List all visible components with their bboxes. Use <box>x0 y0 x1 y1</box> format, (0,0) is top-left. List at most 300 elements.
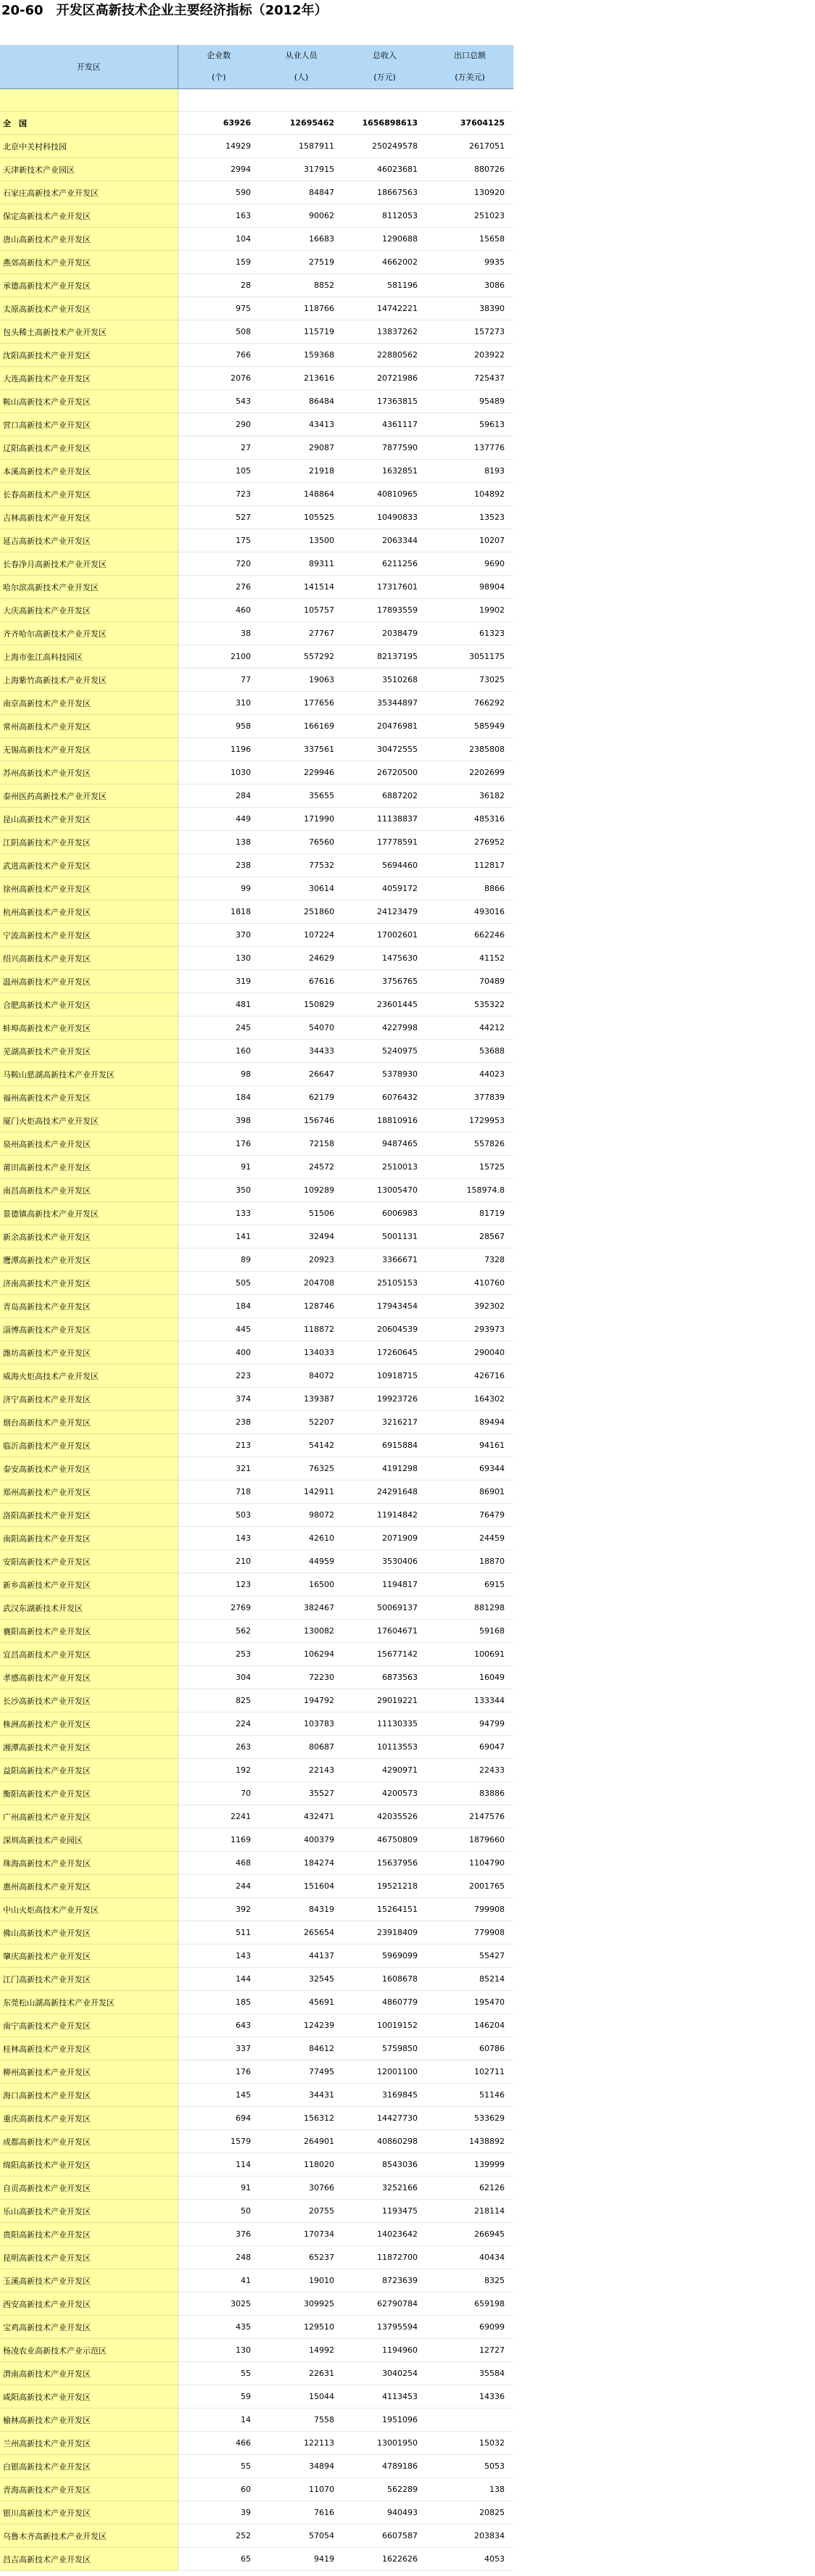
employees-cell: 27767 <box>260 622 343 645</box>
income-cell: 3756765 <box>343 970 426 993</box>
table-row <box>0 1782 513 1805</box>
income-cell: 8543036 <box>343 2153 426 2177</box>
income-cell: 4113453 <box>343 2385 426 2409</box>
zone-name-cell: 南阳高新技术产业开发区 <box>0 1527 178 1550</box>
employees-cell: 67616 <box>260 970 343 993</box>
income-cell: 940493 <box>343 2501 426 2525</box>
enterprises-cell: 223 <box>178 1364 260 1388</box>
export-cell: 51146 <box>426 2084 513 2107</box>
export-cell: 69344 <box>426 1457 513 1480</box>
export-cell: 62126 <box>426 2177 513 2200</box>
export-cell: 880726 <box>426 158 513 181</box>
header-employees-unit: (人) <box>260 67 343 89</box>
income-cell: 19923726 <box>343 1388 426 1411</box>
zone-name-cell: 青海高新技术产业开发区 <box>0 2478 178 2501</box>
export-cell: 2001765 <box>426 1875 513 1898</box>
table-row <box>0 2177 513 2200</box>
export-cell: 94161 <box>426 1434 513 1457</box>
enterprises-cell: 77 <box>178 668 260 692</box>
zone-name-cell: 兰州高新技术产业开发区 <box>0 2432 178 2455</box>
income-cell: 14742221 <box>343 297 426 320</box>
export-cell: 426716 <box>426 1364 513 1388</box>
export-cell: 2147576 <box>426 1805 513 1829</box>
income-cell: 17363815 <box>343 390 426 413</box>
export-cell: 4053 <box>426 2548 513 2571</box>
employees-cell: 86484 <box>260 390 343 413</box>
table-row <box>0 228 513 251</box>
employees-cell: 194792 <box>260 1689 343 1712</box>
zone-name-cell: 福州高新技术产业开发区 <box>0 1086 178 1109</box>
spacer-row <box>0 89 513 112</box>
employees-cell: 115719 <box>260 320 343 344</box>
enterprises-cell: 449 <box>178 808 260 831</box>
income-cell: 1656898613 <box>343 112 426 135</box>
enterprises-cell: 185 <box>178 1991 260 2014</box>
employees-cell: 177656 <box>260 692 343 715</box>
zone-name-cell: 株洲高新技术产业开发区 <box>0 1712 178 1736</box>
table-row <box>0 2223 513 2246</box>
zone-name-cell: 无锡高新技术产业开发区 <box>0 738 178 761</box>
income-cell: 20476981 <box>343 715 426 738</box>
export-cell: 130920 <box>426 181 513 204</box>
zone-name-cell: 芜湖高新技术产业开发区 <box>0 1040 178 1063</box>
export-cell: 1438892 <box>426 2130 513 2153</box>
employees-cell: 34894 <box>260 2455 343 2478</box>
income-cell: 1622626 <box>343 2548 426 2571</box>
header-employees: 从业人员 <box>260 45 343 67</box>
employees-cell: 156312 <box>260 2107 343 2130</box>
employees-cell: 382467 <box>260 1596 343 1620</box>
enterprises-cell: 505 <box>178 1272 260 1295</box>
table-row <box>0 552 513 576</box>
table-row <box>0 715 513 738</box>
income-cell: 20604539 <box>343 1318 426 1341</box>
zone-name-cell: 白银高新技术产业开发区 <box>0 2455 178 2478</box>
table-row <box>0 668 513 692</box>
income-cell: 40860298 <box>343 2130 426 2153</box>
table-row <box>0 1179 513 1202</box>
zone-name-cell: 宜昌高新技术产业开发区 <box>0 1643 178 1666</box>
employees-cell: 34431 <box>260 2084 343 2107</box>
table-row <box>0 761 513 784</box>
income-cell: 25105153 <box>343 1272 426 1295</box>
income-cell: 11130335 <box>343 1712 426 1736</box>
income-cell: 3530406 <box>343 1550 426 1573</box>
zone-name-cell: 江门高新技术产业开发区 <box>0 1968 178 1991</box>
income-cell: 1193475 <box>343 2200 426 2223</box>
enterprises-cell: 99 <box>178 877 260 900</box>
table-row <box>0 460 513 483</box>
table-row <box>0 2316 513 2339</box>
table-row <box>0 2362 513 2385</box>
zone-name-cell: 齐齐哈尔高新技术产业开发区 <box>0 622 178 645</box>
employees-cell: 34433 <box>260 1040 343 1063</box>
table-row <box>0 2200 513 2223</box>
zone-name-cell: 玉溪高新技术产业开发区 <box>0 2269 178 2293</box>
employees-cell: 15044 <box>260 2385 343 2409</box>
employees-cell: 27519 <box>260 251 343 274</box>
zone-name-cell: 本溪高新技术产业开发区 <box>0 460 178 483</box>
zone-name-cell: 大连高新技术产业开发区 <box>0 367 178 390</box>
table-row <box>0 2061 513 2084</box>
enterprises-cell: 718 <box>178 1480 260 1504</box>
employees-cell: 77495 <box>260 2061 343 2084</box>
enterprises-cell: 376 <box>178 2223 260 2246</box>
export-cell: 1729953 <box>426 1109 513 1132</box>
employees-cell: 20923 <box>260 1248 343 1272</box>
header-enterprises: 企业数 <box>178 45 260 67</box>
employees-cell: 264901 <box>260 2130 343 2153</box>
employees-cell: 229946 <box>260 761 343 784</box>
enterprises-cell: 468 <box>178 1852 260 1875</box>
employees-cell: 432471 <box>260 1805 343 1829</box>
enterprises-cell: 245 <box>178 1016 260 1040</box>
employees-cell: 22143 <box>260 1759 343 1782</box>
enterprises-cell: 163 <box>178 204 260 228</box>
zone-name-cell: 孝感高新技术产业开发区 <box>0 1666 178 1689</box>
zone-name-cell: 昆山高新技术产业开发区 <box>0 808 178 831</box>
export-cell: 157273 <box>426 320 513 344</box>
table-row <box>0 1945 513 1968</box>
table-row <box>0 1086 513 1109</box>
income-cell: 10113553 <box>343 1736 426 1759</box>
table-row <box>0 274 513 297</box>
enterprises-cell: 445 <box>178 1318 260 1341</box>
enterprises-cell: 825 <box>178 1689 260 1712</box>
export-cell: 85214 <box>426 1968 513 1991</box>
enterprises-cell: 14929 <box>178 135 260 158</box>
enterprises-cell: 38 <box>178 622 260 645</box>
table-row <box>0 1875 513 1898</box>
export-cell: 95489 <box>426 390 513 413</box>
export-cell: 535322 <box>426 993 513 1016</box>
export-cell: 5053 <box>426 2455 513 2478</box>
employees-cell: 106294 <box>260 1643 343 1666</box>
export-cell: 203834 <box>426 2525 513 2548</box>
zone-name-cell: 鹰潭高新技术产业开发区 <box>0 1248 178 1272</box>
table-row <box>0 947 513 970</box>
export-cell: 98904 <box>426 576 513 599</box>
employees-cell: 11070 <box>260 2478 343 2501</box>
income-cell: 1608678 <box>343 1968 426 1991</box>
employees-cell: 24629 <box>260 947 343 970</box>
table-row <box>0 831 513 854</box>
table-row <box>0 1689 513 1712</box>
table-row <box>0 1968 513 1991</box>
export-cell: 28567 <box>426 1225 513 1248</box>
employees-cell: 84847 <box>260 181 343 204</box>
employees-cell: 251860 <box>260 900 343 924</box>
export-cell: 13523 <box>426 506 513 529</box>
enterprises-cell: 253 <box>178 1643 260 1666</box>
zone-name-cell: 柳州高新技术产业开发区 <box>0 2061 178 2084</box>
employees-cell: 20755 <box>260 2200 343 2223</box>
table-row <box>0 2548 513 2571</box>
economic-indicators-table <box>0 45 513 2571</box>
employees-cell: 128746 <box>260 1295 343 1318</box>
enterprises-cell: 91 <box>178 1156 260 1179</box>
spacer-cell <box>0 89 178 112</box>
table-row <box>0 900 513 924</box>
income-cell: 3252166 <box>343 2177 426 2200</box>
employees-cell: 309925 <box>260 2293 343 2316</box>
header-zone: 开发区 <box>0 45 178 89</box>
enterprises-cell: 284 <box>178 784 260 808</box>
employees-cell: 32494 <box>260 1225 343 1248</box>
export-cell: 662246 <box>426 924 513 947</box>
enterprises-cell: 192 <box>178 1759 260 1782</box>
enterprises-cell: 210 <box>178 1550 260 1573</box>
income-cell: 2510013 <box>343 1156 426 1179</box>
table-row <box>0 1248 513 1272</box>
header-income: 总收入 <box>343 45 426 67</box>
zone-name-cell: 南昌高新技术产业开发区 <box>0 1179 178 1202</box>
employees-cell: 42610 <box>260 1527 343 1550</box>
enterprises-cell: 123 <box>178 1573 260 1596</box>
table-row <box>0 784 513 808</box>
table-row <box>0 344 513 367</box>
table-row <box>0 2478 513 2501</box>
table-row <box>0 854 513 877</box>
enterprises-cell: 143 <box>178 1945 260 1968</box>
enterprises-cell: 176 <box>178 1132 260 1156</box>
income-cell: 46750809 <box>343 1829 426 1852</box>
income-cell: 8112053 <box>343 204 426 228</box>
enterprises-cell: 435 <box>178 2316 260 2339</box>
income-cell: 15264151 <box>343 1898 426 1921</box>
income-cell: 15637956 <box>343 1852 426 1875</box>
zone-name-cell: 泉州高新技术产业开发区 <box>0 1132 178 1156</box>
zone-name-cell: 泰安高新技术产业开发区 <box>0 1457 178 1480</box>
zone-name-cell: 石家庄高新技术产业开发区 <box>0 181 178 204</box>
enterprises-cell: 975 <box>178 297 260 320</box>
income-cell: 2038479 <box>343 622 426 645</box>
table-row <box>0 1411 513 1434</box>
zone-name-cell: 保定高新技术产业开发区 <box>0 204 178 228</box>
table-row <box>0 1388 513 1411</box>
zone-name-cell: 延吉高新技术产业开发区 <box>0 529 178 552</box>
export-cell: 251023 <box>426 204 513 228</box>
income-cell: 250249578 <box>343 135 426 158</box>
table-row <box>0 1295 513 1318</box>
enterprises-cell: 370 <box>178 924 260 947</box>
employees-cell: 35527 <box>260 1782 343 1805</box>
income-cell: 40810965 <box>343 483 426 506</box>
export-cell: 36182 <box>426 784 513 808</box>
zone-name-cell: 青岛高新技术产业开发区 <box>0 1295 178 1318</box>
enterprises-cell: 543 <box>178 390 260 413</box>
income-cell: 5001131 <box>343 1225 426 1248</box>
income-cell: 19521218 <box>343 1875 426 1898</box>
income-cell: 23601445 <box>343 993 426 1016</box>
employees-cell: 103783 <box>260 1712 343 1736</box>
enterprises-cell: 466 <box>178 2432 260 2455</box>
income-cell: 30472555 <box>343 738 426 761</box>
enterprises-cell: 400 <box>178 1341 260 1364</box>
table-row <box>0 2014 513 2037</box>
employees-cell: 84612 <box>260 2037 343 2061</box>
employees-cell: 76325 <box>260 1457 343 1480</box>
zone-name-cell: 吉林高新技术产业开发区 <box>0 506 178 529</box>
table-row <box>0 1736 513 1759</box>
employees-cell: 52207 <box>260 1411 343 1434</box>
employees-cell: 141514 <box>260 576 343 599</box>
employees-cell: 159368 <box>260 344 343 367</box>
table-row <box>0 1666 513 1689</box>
zone-name-cell: 肇庆高新技术产业开发区 <box>0 1945 178 1968</box>
employees-cell: 8852 <box>260 274 343 297</box>
employees-cell: 139387 <box>260 1388 343 1411</box>
enterprises-cell: 175 <box>178 529 260 552</box>
table-header <box>0 45 513 89</box>
employees-cell: 80687 <box>260 1736 343 1759</box>
enterprises-cell: 89 <box>178 1248 260 1272</box>
income-cell: 6006983 <box>343 1202 426 1225</box>
zone-name-cell: 鞍山高新技术产业开发区 <box>0 390 178 413</box>
zone-name-cell: 太原高新技术产业开发区 <box>0 297 178 320</box>
enterprises-cell: 321 <box>178 1457 260 1480</box>
employees-cell: 171990 <box>260 808 343 831</box>
employees-cell: 54070 <box>260 1016 343 1040</box>
table-row <box>0 970 513 993</box>
enterprises-cell: 14 <box>178 2409 260 2432</box>
table-row <box>0 2385 513 2409</box>
export-cell: 8325 <box>426 2269 513 2293</box>
income-cell: 17317601 <box>343 576 426 599</box>
enterprises-cell: 392 <box>178 1898 260 1921</box>
employees-cell: 21918 <box>260 460 343 483</box>
export-cell: 493016 <box>426 900 513 924</box>
enterprises-cell: 98 <box>178 1063 260 1086</box>
employees-cell: 30614 <box>260 877 343 900</box>
table-row <box>0 1550 513 1573</box>
export-cell: 104892 <box>426 483 513 506</box>
zone-name-cell: 辽阳高新技术产业开发区 <box>0 436 178 460</box>
export-cell: 44023 <box>426 1063 513 1086</box>
zone-name-cell: 西安高新技术产业开发区 <box>0 2293 178 2316</box>
zone-name-cell: 榆林高新技术产业开发区 <box>0 2409 178 2432</box>
employees-cell: 14992 <box>260 2339 343 2362</box>
export-cell: 164302 <box>426 1388 513 1411</box>
zone-name-cell: 海口高新技术产业开发区 <box>0 2084 178 2107</box>
table-row <box>0 320 513 344</box>
enterprises-cell: 337 <box>178 2037 260 2061</box>
table-row <box>0 135 513 158</box>
table-row <box>0 1202 513 1225</box>
table-row <box>0 1341 513 1364</box>
table-row <box>0 1040 513 1063</box>
income-cell: 4789186 <box>343 2455 426 2478</box>
table-row <box>0 1225 513 1248</box>
enterprises-cell: 145 <box>178 2084 260 2107</box>
income-cell: 50069137 <box>343 1596 426 1620</box>
enterprises-cell: 213 <box>178 1434 260 1457</box>
income-cell: 1951096 <box>343 2409 426 2432</box>
zone-name-cell: 桂林高新技术产业开发区 <box>0 2037 178 2061</box>
table-row <box>0 1829 513 1852</box>
table-row <box>0 2246 513 2269</box>
table-row <box>0 297 513 320</box>
export-cell: 102711 <box>426 2061 513 2084</box>
spacer-cell <box>178 89 260 112</box>
employees-cell: 84319 <box>260 1898 343 1921</box>
export-cell: 15032 <box>426 2432 513 2455</box>
export-cell: 24459 <box>426 1527 513 1550</box>
enterprises-cell: 114 <box>178 2153 260 2177</box>
enterprises-cell: 460 <box>178 599 260 622</box>
income-cell: 5759850 <box>343 2037 426 2061</box>
table-row <box>0 2455 513 2478</box>
income-cell: 12001100 <box>343 2061 426 2084</box>
zone-name-cell: 全 国 <box>0 112 178 135</box>
table-row <box>0 2153 513 2177</box>
employees-cell: 166169 <box>260 715 343 738</box>
enterprises-cell: 766 <box>178 344 260 367</box>
export-cell: 15725 <box>426 1156 513 1179</box>
employees-cell: 44137 <box>260 1945 343 1968</box>
employees-cell: 24572 <box>260 1156 343 1179</box>
employees-cell: 7616 <box>260 2501 343 2525</box>
employees-cell: 118872 <box>260 1318 343 1341</box>
income-cell: 35344897 <box>343 692 426 715</box>
export-cell: 146204 <box>426 2014 513 2037</box>
export-cell: 86901 <box>426 1480 513 1504</box>
enterprises-cell: 290 <box>178 413 260 436</box>
income-cell: 13005470 <box>343 1179 426 1202</box>
income-cell: 20721986 <box>343 367 426 390</box>
table-row <box>0 413 513 436</box>
table-body <box>0 89 513 2571</box>
employees-cell: 150829 <box>260 993 343 1016</box>
export-cell: 61323 <box>426 622 513 645</box>
zone-name-cell: 蚌埠高新技术产业开发区 <box>0 1016 178 1040</box>
table-row <box>0 1504 513 1527</box>
zone-name-cell: 合肥高新技术产业开发区 <box>0 993 178 1016</box>
table-row <box>0 622 513 645</box>
enterprises-cell: 244 <box>178 1875 260 1898</box>
enterprises-cell: 511 <box>178 1921 260 1945</box>
zone-name-cell: 银川高新技术产业开发区 <box>0 2501 178 2525</box>
employees-cell: 13500 <box>260 529 343 552</box>
enterprises-cell: 59 <box>178 2385 260 2409</box>
zone-name-cell: 宝鸡高新技术产业开发区 <box>0 2316 178 2339</box>
income-cell: 29019221 <box>343 1689 426 1712</box>
zone-name-cell: 武汉东湖新技术开发区 <box>0 1596 178 1620</box>
zone-name-cell: 益阳高新技术产业开发区 <box>0 1759 178 1782</box>
table-row <box>0 576 513 599</box>
employees-cell: 16683 <box>260 228 343 251</box>
export-cell: 195470 <box>426 1991 513 2014</box>
income-cell: 6211256 <box>343 552 426 576</box>
employees-cell: 7558 <box>260 2409 343 2432</box>
export-cell: 83886 <box>426 1782 513 1805</box>
enterprises-cell: 1196 <box>178 738 260 761</box>
export-cell: 59168 <box>426 1620 513 1643</box>
export-cell: 44212 <box>426 1016 513 1040</box>
income-cell: 24123479 <box>343 900 426 924</box>
zone-name-cell: 北京中关村科技园 <box>0 135 178 158</box>
enterprises-cell: 55 <box>178 2362 260 2385</box>
employees-cell: 105757 <box>260 599 343 622</box>
table-row <box>0 692 513 715</box>
enterprises-cell: 60 <box>178 2478 260 2501</box>
income-cell: 1290688 <box>343 228 426 251</box>
export-cell: 266945 <box>426 2223 513 2246</box>
table-row <box>0 1109 513 1132</box>
enterprises-cell: 2769 <box>178 1596 260 1620</box>
table-row <box>0 1156 513 1179</box>
zone-name-cell: 珠海高新技术产业开发区 <box>0 1852 178 1875</box>
